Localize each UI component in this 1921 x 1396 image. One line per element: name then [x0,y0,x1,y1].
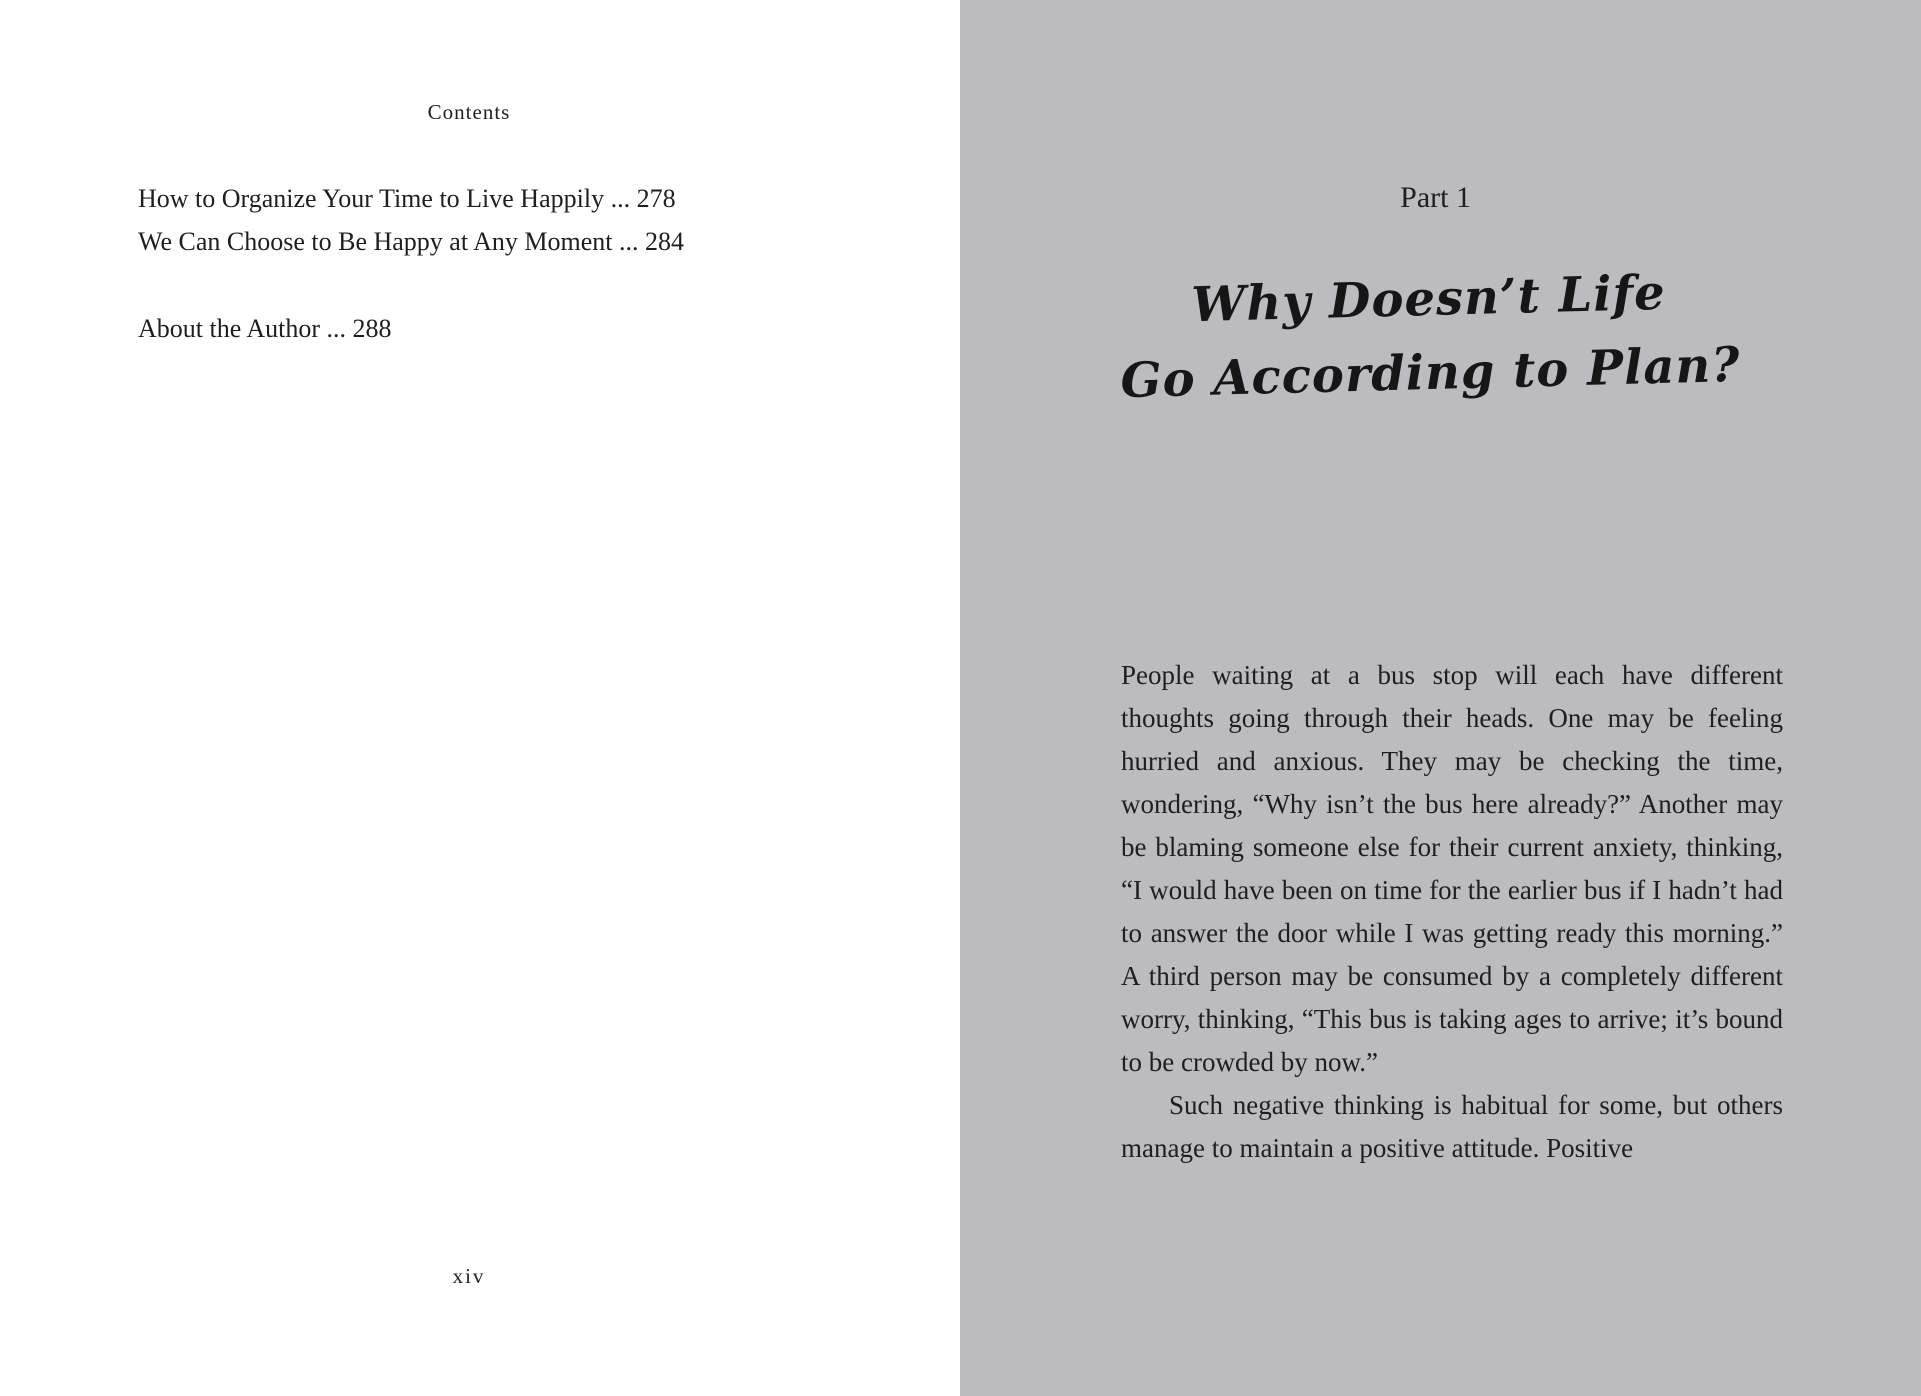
part-title [947,249,1912,422]
toc-entry: We Can Choose to Be Happy at Any Moment ... 284 [138,227,685,256]
body-paragraph: People waiting at a bus stop will each have different thoughts going through their heads. One may be feeling hurried and anxious. They may be checking the time, wondering, “Why isn’t the bus here already?” Another may be blaming someone else for their current anxiety, thinking, “I would have been on time for the earlier bus if I hadn’t had to answer the door while I was getting ready this morning.” A third person may be consumed by a completely different worry, thinking, “This bus is taking ages to arrive; it’s bound to be crowded by now.” [1121,660,1783,1077]
toc-entry: How to Organize Your Time to Live Happily ... 278 [138,184,676,213]
left-page [0,0,960,1396]
running-head: Contents [427,100,511,124]
body-text [1121,654,1783,1170]
table-of-contents [138,177,918,350]
body-paragraph: Such negative thinking is habitual for some, but others manage to maintain a positive attitude. Positive [1121,1090,1783,1163]
page-number: xiv [452,1264,486,1288]
part-title-line: Why Doesn’t Life [1190,264,1667,334]
part-title-line: Go According to Plan? [1119,336,1742,410]
part-label: Part 1 [1400,181,1471,214]
toc-entry: About the Author ... 288 [138,314,392,343]
